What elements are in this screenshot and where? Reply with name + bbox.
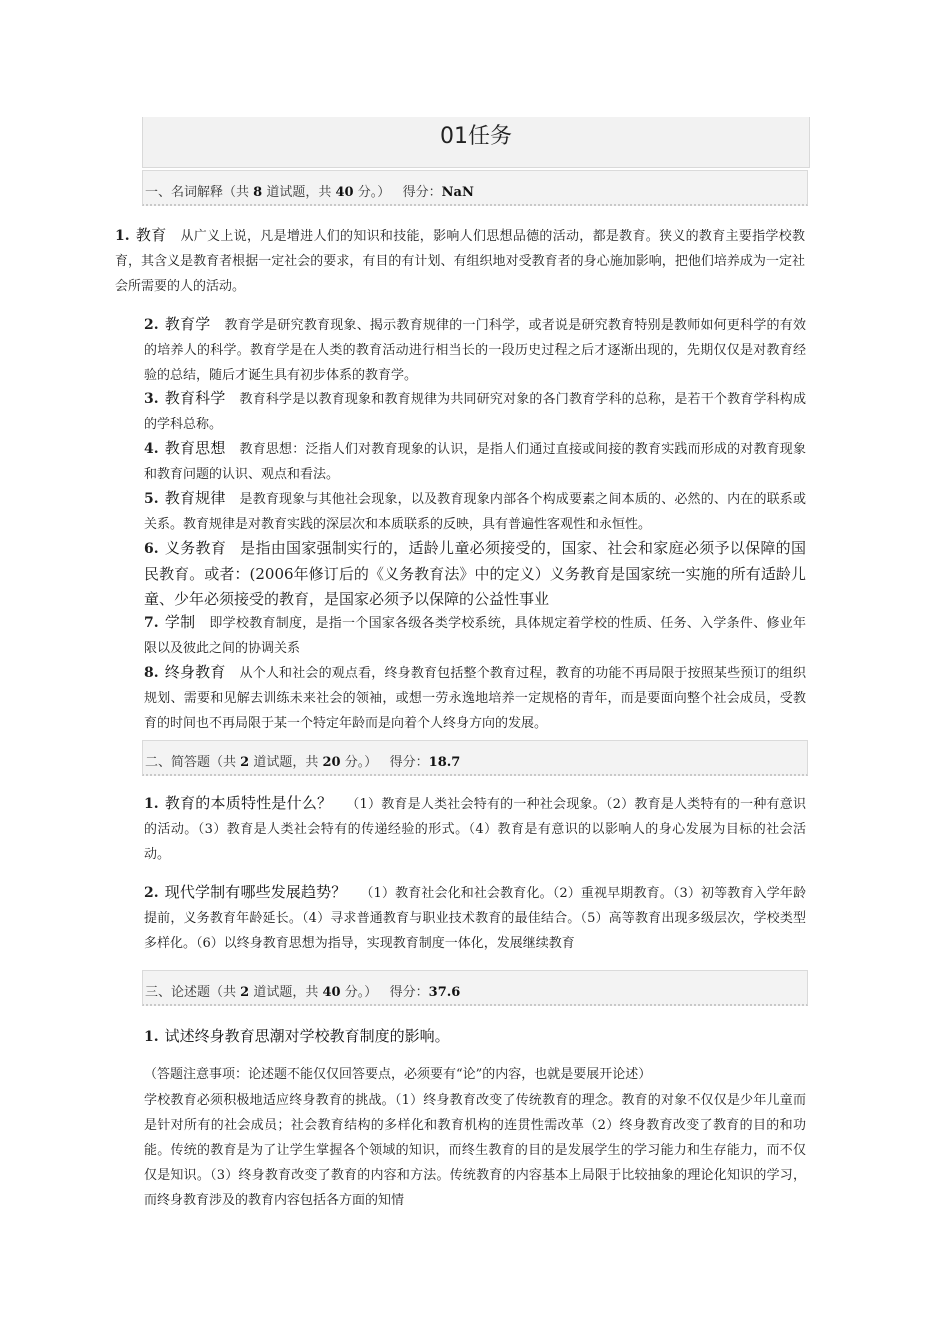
short-answer-1 xyxy=(144,791,806,867)
section-score: 18.7 xyxy=(428,755,461,770)
item-text: 从个人和社会的观点看，终身教育包括整个教育过程，教育的功能不再局限于按照某些预订的组织规划、需要和见解去训练未来社会的领袖，或想一劳永逸地培养一定规格的青年，而是要面向整个社会成员，受教育的时间也不再局限于某一个特定年龄而是向着个人终身方向的发展。 xyxy=(144,666,806,731)
item-question: 试述终身教育思潮对学校教育制度的影响。 xyxy=(164,1027,450,1045)
term-item-1 xyxy=(115,223,805,299)
section-mid: 道试题，共 xyxy=(253,755,319,770)
score-label: 得分： xyxy=(389,755,429,770)
section-end: 分。） xyxy=(344,755,378,770)
item-text: 即学校教育制度，是指一个国家各级各类学校系统，具体规定着学校的性质、任务、入学条件、修业年限以及彼此之间的协调关系 xyxy=(144,616,806,656)
item-number: 5. xyxy=(144,491,159,507)
term-item-8 xyxy=(144,660,806,736)
item-number: 1. xyxy=(115,228,130,244)
item-number: 8. xyxy=(144,665,159,681)
item-number: 1. xyxy=(144,796,159,812)
item-number: 2. xyxy=(144,317,159,333)
item-term: 义务教育 xyxy=(164,539,227,557)
score-label: 得分： xyxy=(402,185,442,200)
item-question: 现代学制有哪些发展趋势？ xyxy=(164,883,347,901)
item-number: 4. xyxy=(144,441,159,457)
item-number: 2. xyxy=(144,885,159,901)
term-item-2 xyxy=(144,312,806,388)
item-term: 教育思想 xyxy=(164,439,226,457)
item-term: 学制 xyxy=(164,613,196,631)
term-item-4 xyxy=(144,436,806,487)
short-answer-2 xyxy=(144,880,806,956)
score-label: 得分： xyxy=(389,985,429,1000)
section-end: 分。） xyxy=(344,985,378,1000)
term-item-3 xyxy=(144,386,806,437)
question-count: 2 xyxy=(240,985,250,1000)
term-item-7 xyxy=(144,610,806,661)
item-text: 教育科学是以教育现象和教育规律为共同研究对象的各门教育学科的总称，是若干个教育学科构成的学科总称。 xyxy=(144,392,806,432)
item-text: 是指由国家强制实行的，适龄儿童必须接受的，国家、社会和家庭必须予以保障的国民教育。或者：(2006年修订后的《义务教育法》中的定义）义务教育是国家统一实施的所有适龄儿童、少年必须接受的教育，是国家必须予以保障的公益性事业 xyxy=(144,539,806,608)
item-term: 终身教育 xyxy=(164,663,226,681)
item-term: 教育规律 xyxy=(164,489,226,507)
item-text: 是教育现象与其他社会现象，以及教育现象内部各个构成要素之间本质的、必然的、内在的联系或关系。教育规律是对教育实践的深层次和本质联系的反映，具有普遍性客观性和永恒性。 xyxy=(144,492,806,532)
item-text: （1）教育是人类社会特有的一种社会现象。（2）教育是人类特有的一种有意识的活动。（3）教育是人类社会特有的传递经验的形式。（4）教育是有意识的以影响人的身心发展为目标的社会活动。 xyxy=(144,797,806,862)
item-number: 1. xyxy=(144,1029,159,1045)
question-count: 2 xyxy=(240,755,250,770)
title-box xyxy=(142,117,810,168)
item-question: 教育的本质特性是什么？ xyxy=(164,794,333,812)
essay-question-1 xyxy=(144,1024,806,1050)
section-label: 三、论述题（共 xyxy=(145,985,237,1000)
section-label: 二、简答题（共 xyxy=(145,755,237,770)
term-item-6 xyxy=(144,536,806,612)
item-number: 3. xyxy=(144,391,159,407)
section-header-3 xyxy=(142,970,808,1006)
section-points: 20 xyxy=(322,755,341,770)
item-number: 6. xyxy=(144,541,159,557)
item-text: 教育学是研究教育现象、揭示教育规律的一门科学，或者说是研究教育特别是教师如何更科学的有效的培养人的科学。教育学是在人类的教育活动进行相当长的一段历史过程之后才逐渐出现的，先期仅仅是对教育经验的总结，随后才诞生具有初步体系的教育学。 xyxy=(144,318,806,383)
section-header-2 xyxy=(142,740,808,776)
question-count: 8 xyxy=(253,185,263,200)
item-term: 教育学 xyxy=(164,315,211,333)
section-mid: 道试题，共 xyxy=(253,985,319,1000)
item-text: 教育思想：泛指人们对教育现象的认识，是指人们通过直接或间接的教育实践而形成的对教育现象和教育问题的认识、观点和看法。 xyxy=(144,442,806,482)
section-mid: 道试题，共 xyxy=(266,185,332,200)
section-points: 40 xyxy=(322,985,341,1000)
essay-note: （答题注意事项：论述题不能仅仅回答要点，必须要有“论”的内容，也就是要展开论述） xyxy=(144,1067,652,1082)
item-text: 从广义上说，凡是增进人们的知识和技能，影响人们思想品德的活动，都是教育。狭义的教育主要指学校教育，其含义是教育者根据一定社会的要求，有目的有计划、有组织地对受教育者的身心施加影响，把他们培养成为一定社会所需要的人的活动。 xyxy=(115,229,805,294)
essay-answer: 学校教育必须积极地适应终身教育的挑战。（1）终身教育改变了传统教育的理念。教育的对象不仅仅是少年儿童而是针对所有的社会成员；社会教育结构的多样化和教育机构的连贯性需改革（2）终身教育改变了教育的目的和功能。传统的教育是为了让学生掌握各个领域的知识，而终生教育的目的是发展学生的学习能力和生存能力，而不仅仅是知识。（3）终身教育改变了教育的内容和方法。传统教育的内容基本上局限于比较抽象的理论化知识的学习，而终身教育涉及的教育内容包括各方面的知情 xyxy=(144,1093,806,1208)
item-term: 教育 xyxy=(135,226,167,244)
item-number: 7. xyxy=(144,615,159,631)
section-end: 分。） xyxy=(357,185,391,200)
section-header-1 xyxy=(142,170,808,206)
item-term: 教育科学 xyxy=(164,389,226,407)
section-points: 40 xyxy=(335,185,354,200)
page-title: 01任务 xyxy=(440,124,512,149)
item-text: （1）教育社会化和社会教育化。（2）重视早期教育。（3）初等教育入学年龄提前，义务教育年龄延长。（4）寻求普通教育与职业技术教育的最佳结合。（5）高等教育出现多级层次，学校类型多样化。（6）以终身教育思想为指导，实现教育制度一体化，发展继续教育 xyxy=(144,886,806,951)
section-score: NaN xyxy=(441,185,474,200)
section-score: 37.6 xyxy=(428,985,461,1000)
term-item-5 xyxy=(144,486,806,537)
section-label: 一、名词解释（共 xyxy=(145,185,250,200)
